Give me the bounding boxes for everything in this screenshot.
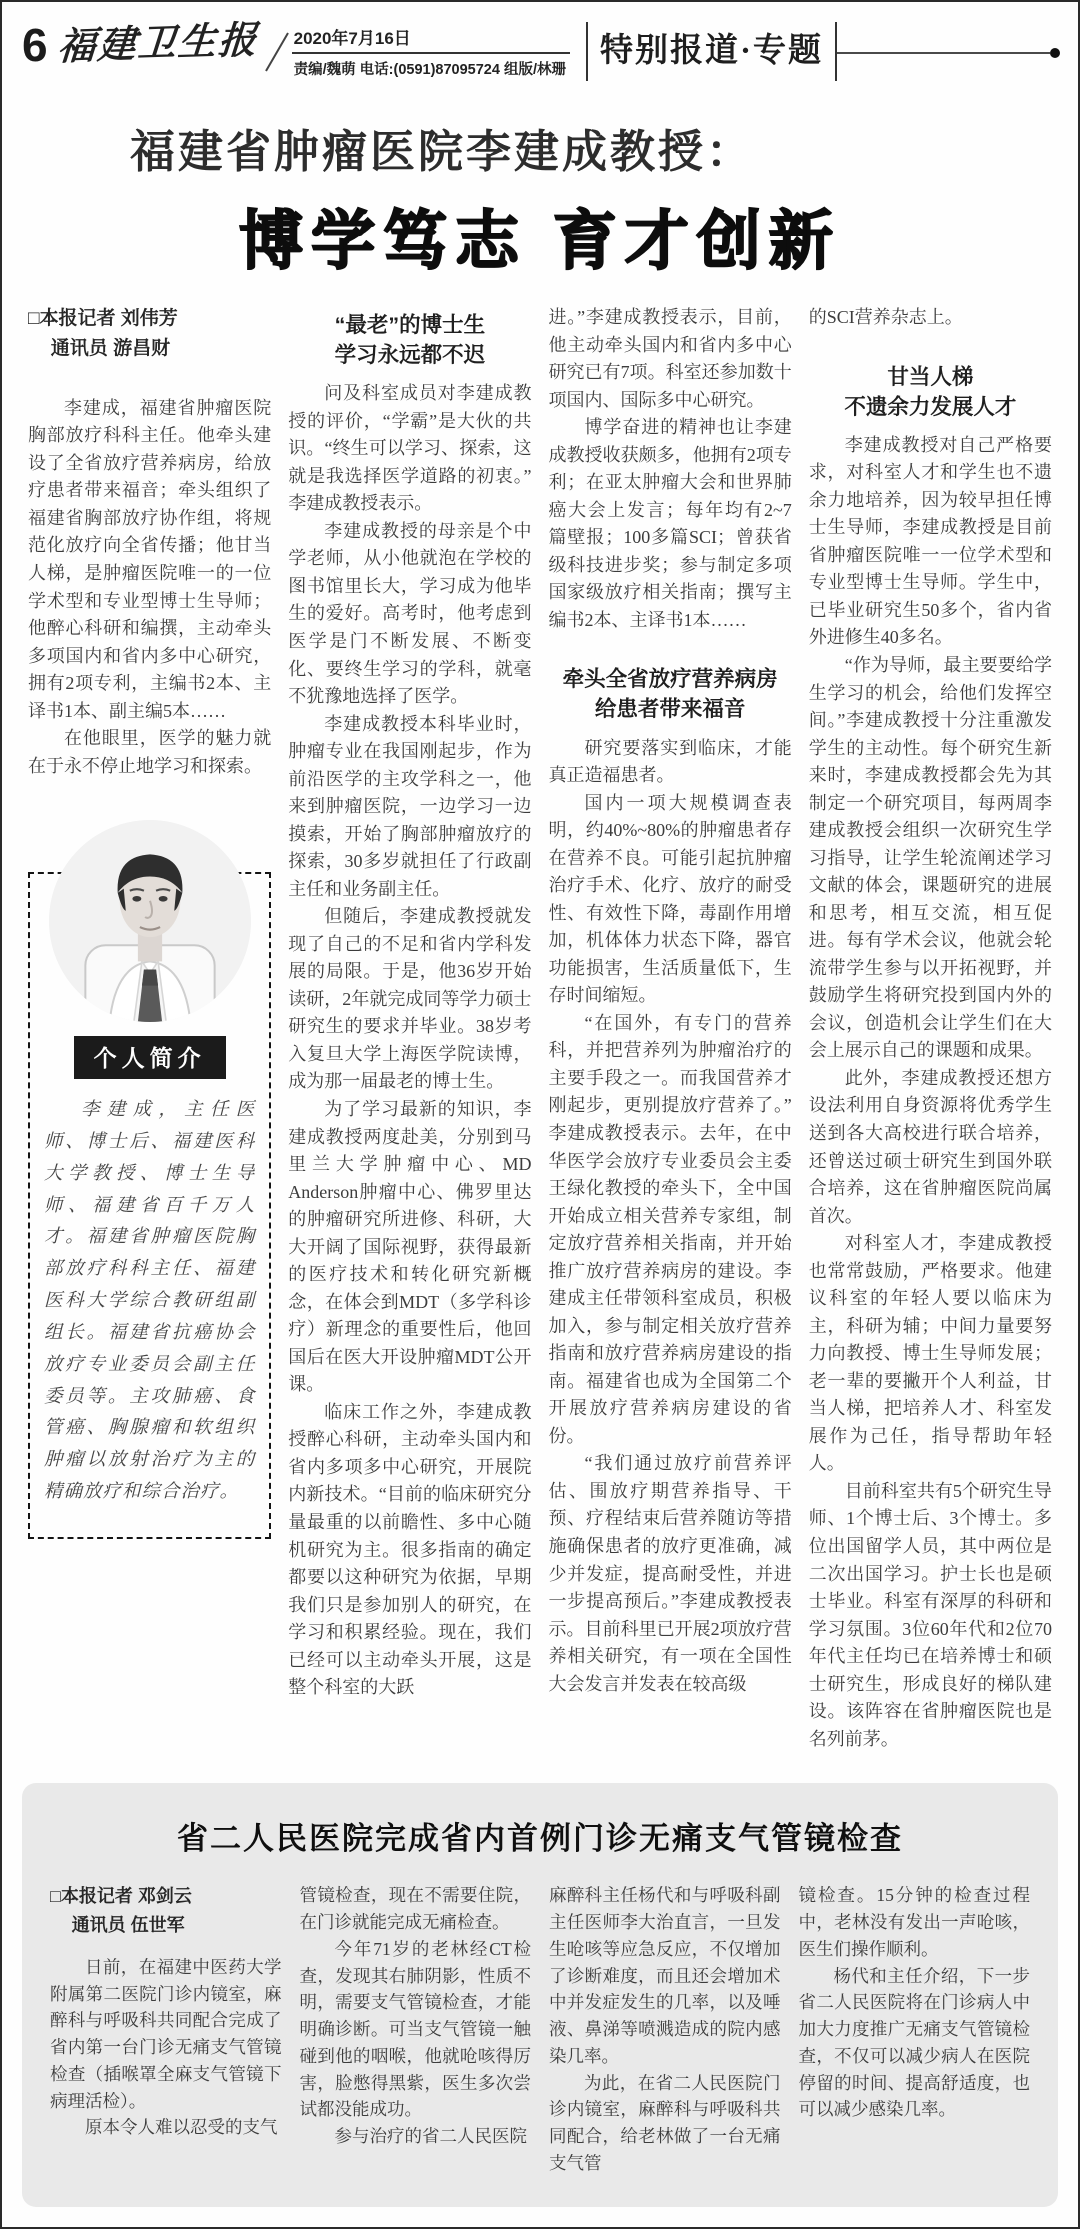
paragraph: 原本令人难以忍受的支气 <box>85 2117 278 2138</box>
bottom-column-3 <box>549 1882 781 2176</box>
publication-date: 2020年7月16日 <box>293 29 411 48</box>
paragraph-continued: 的SCI营养杂志上。 <box>808 307 963 327</box>
profile-label: 个人简介 <box>74 1036 226 1079</box>
paragraph: 目前科室共有5个研究生导师、1个博士后、3个博士。多位出国留学人员，其中两位是二次出国学习。护士长也是硕士毕业。科室有深厚的科研和学习氛围。3位60年代和2位70年代主任均已在培养博士和硕士研究生，形成良好的梯队建设。该阵容在省肿瘤医院也是名列前茅。 <box>808 1480 1052 1749</box>
paragraph: 杨代和主任介绍，下一步省二人民医院将在门诊病人中加大力度推广无痛支气管镜检查，不仅可以减少病人在医院停留的时间、提高舒适度，也可以减少感染几率。 <box>798 1965 1030 2120</box>
paragraph: 李建成教授本科毕业时，肿瘤专业在我国刚起步，作为前沿医学的主攻学科之一，他来到肿瘤医院，一边学习一边摸索，开始了胸部肿瘤放疗的探索，30多岁就担任了行政副主任和业务副主任。 <box>288 713 532 899</box>
subhead-line: 给患者带来福音 <box>594 697 746 722</box>
paragraph: “在国外，有专门的营养科，并把营养列为肿瘤治疗的主要手段之一。而我国营养才刚起步，更别提放疗营养了。”李建成教授表示。去年，在中华医学会放疗专业委员会主委王绿化教授的牵头下，全中国开始成立相关营养专家组，制定放疗营养相关指南，并开始推广放疗营养病房的建设。李建成主任带领科室成员，积极加入，参与制定相关放疗营养指南和放疗营养病房建设的指南。福建省也成为全国第二个开展放疗营养病房建设的省份。 <box>548 1012 792 1446</box>
subhead-line: 甘当人梯 <box>887 364 974 389</box>
subhead-line: 牵头全省放疗营养病房 <box>562 667 778 692</box>
article-columns <box>2 290 1078 1753</box>
byline-correspondent: 通讯员 伍世军 <box>71 1915 185 1936</box>
paragraph: 但随后，李建成教授就发现了自己的不足和省内学科发展的局限。于是，他36岁开始读研，2年就完成同等学力硕士研究生的要求并毕业。38岁考入复旦大学上海医学院读博，成为那一届最老的博士生。 <box>288 906 532 1092</box>
paragraph: 临床工作之外，李建成教授醉心科研，主动牵头国内和省内多项多中心研究，开展院内新技术。“目前的临床研究分量最重的以前瞻性、多中心随机研究为主。很多指南的确定都要以这种研究为依据，早期我们只是参加别人的研究，在学习和积累经验。现在，我们已经可以主动牵头开展，这是整个科室的大跃 <box>288 1401 532 1698</box>
paragraph: 研究要落实到临床，才能真正造福患者。 <box>548 737 792 786</box>
divider-slash <box>265 32 289 71</box>
bottom-column-1 <box>50 1882 282 2176</box>
page-number: 6 <box>22 19 48 71</box>
subhead-line: 不遗余力发展人才 <box>844 394 1017 419</box>
bottom-article <box>22 1783 1058 2206</box>
paragraph: 今年71岁的老林经CT检查，发现其右肺阴影，性质不明，需要支气管镜检查，才能明确诊断。可当支气管镜一触碰到他的咽喉，他就呛咳得厉害，脸憋得黑紫，医生多次尝试都没能成功。 <box>299 1938 531 2120</box>
publication-info <box>292 24 570 79</box>
paragraph: 李建成，福建省肿瘤医院胸部放疗科科主任。他牵头建设了全省放疗营养病房，给放疗患者带来福音；牵头组织了福建省胸部放疗协作组，将规范化放疗向全省传播；他甘当人梯，是肿瘤医院唯一的一位学术型和专业型博士生导师；他醉心科研和编撰，主动牵头多项国内和省内多中心研究，拥有2项专利，主编书2本、主译书1本、副主编5本…… <box>28 397 272 721</box>
paragraph: 日前，在福建中医药大学附属第二医院门诊内镜室，麻醉科与呼吸科共同配合完成了省内第一台门诊无痛支气管镜检查（插喉罩全麻支气管镜下病理活检）。 <box>50 1956 282 2111</box>
paragraph-continued: 麻醉科主任杨代和与呼吸科副主任医师李大治直言，一旦发生呛咳等应急反应，不仅增加了诊断难度，而且还会增加术中并发症发生的几率，以及唾液、鼻涕等喷溅造成的院内感染几率。 <box>549 1885 781 2066</box>
paragraph: 参与治疗的省二人民医院 <box>334 2126 527 2147</box>
page-header <box>2 16 1078 81</box>
bottom-column-4 <box>799 1882 1031 2176</box>
section-title: 特别报道·专题 <box>586 22 837 81</box>
subhead-nutrition-ward <box>549 664 792 724</box>
subhead-line: “最老”的博士生 <box>334 313 486 337</box>
paragraph: 在他眼里，医学的魅力就在于永不停止地学习和探索。 <box>28 728 272 776</box>
masthead-logo: 福建卫生报 <box>55 16 260 69</box>
subhead-oldest-phd <box>288 310 531 370</box>
paragraph: “作为导师，最主要要给学生学习的机会，给他们发挥空间。”李建成教授十分注重激发学生的主动性。每个研究生新来时，李建成教授都会先为其制定一个研究项目，每两周李建成教授会组织一次研究生学习指导，让学生轮流阐述学习文献的体会，课题研究的进展和思考，相互交流，相互促进。每有学术会议，他就会轮流带学生参与以开拓视野，并鼓励学生将研究投到国内外的会议，创造机会让学生们在大会上展示自己的课题和成果。 <box>808 654 1052 1061</box>
subhead-line: 学习永远都不迟 <box>334 343 486 368</box>
byline-reporter: □本报记者 邓剑云 <box>50 1886 192 1907</box>
bottom-columns <box>50 1882 1030 2176</box>
portrait-illustration <box>49 820 251 1022</box>
header-rule <box>837 52 1050 54</box>
column-4 <box>809 304 1052 1753</box>
bullet-dot-icon <box>1050 48 1060 58</box>
paragraph: 对科室人才，李建成教授也常常鼓励，严格要求。他建议科室的年轻人要以临床为主，科研为辅；中间力量要努力向教授、博士生导师发展；老一辈的要撇开个人利益，甘当人梯，把培养人才、科室发展作为己任，指导帮助年轻人。 <box>808 1233 1052 1474</box>
paragraph: 为此，在省二人民医院门诊内镜室，麻醉科与呼吸科共同配合，给老林做了一台无痛支气管 <box>549 2072 781 2173</box>
paragraph: 为了学习最新的知识，李建成教授两度赴美，分别到马里兰大学肿瘤中心、MD Anderson肿瘤中心、佛罗里达的肿瘤研究所进修、科研，大大开阔了国际视野，获得最新的医疗技术和转化研究新概念，在体会到MDT（多学科诊疗）新理念的重要性后，他回国后在医大开设肿瘤MDT公开课。 <box>288 1099 532 1395</box>
paragraph: 李建成教授对自己严格要求，对科室人才和学生也不遗余力地培养，因为较早担任博士生导师，李建成教授是目前省肿瘤医院唯一一位学术型和专业型博士生导师。学生中，已毕业研究生50多个，省内省外进修生40多名。 <box>808 434 1052 648</box>
paragraph: 博学奋进的精神也让李建成教授收获颇多，他拥有2项专利；在亚太肿瘤大会和世界肺癌大会上发言；每年均有2~7篇壁报；100多篇SCI；曾获省级科技进步奖；参与制定多项国家级放疗相关指南；撰写主编书2本、主译书1本…… <box>548 417 792 630</box>
main-article <box>2 115 1078 1753</box>
byline-reporter: □本报记者 刘伟芳 <box>28 308 178 329</box>
professor-photo <box>49 820 251 1022</box>
article-kicker: 福建省肿瘤医院李建成教授： <box>130 127 755 177</box>
subhead-develop-talent <box>809 362 1052 422</box>
bottom-headline: 省二人民医院完成省内首例门诊无痛支气管镜检查 <box>177 1821 903 1857</box>
paragraph: 此外，李建成教授还想方设法利用自身资源将优秀学生送到各大高校进行联合培养，还曾送过硕士研究生到国外联合培养，这在省肿瘤医院尚属首次。 <box>808 1067 1052 1226</box>
column-3 <box>549 304 792 1753</box>
paragraph-continued: 镜检查。15分钟的检查过程中，老林没有发出一声呛咳，医生们操作顺利。 <box>798 1885 1030 1959</box>
byline-correspondent: 通讯员 游昌财 <box>50 338 171 360</box>
article-headline: 博学笃志 育才创新 <box>239 205 841 277</box>
profile-section <box>28 820 271 1539</box>
paragraph: 国内一项大规模调查表明，约40%~80%的肿瘤患者存在营养不良。可能引起抗肿瘤治疗手术、化疗、放疗的耐受性、有效性下降，毒副作用增加，机体体力状态下降，器官功能损害，生活质量低下，生存时间缩短。 <box>548 792 792 1006</box>
paragraph-continued: 管镜检查，现在不需要住院，在门诊就能完成无痛检查。 <box>299 1885 531 1932</box>
column-2 <box>288 304 531 1753</box>
column-1 <box>28 304 271 1753</box>
paragraph: 问及科室成员对李建成教授的评价，“学霸”是大伙的共识。“终生可以学习、探索，这就是我选择医学道路的初衷。”李建成教授表示。 <box>288 383 532 514</box>
paragraph-continued: 进。”李建成教授表示，目前，他主动牵头国内和省内多中心研究已有7项。科室还参加数十项国内、国际多中心研究。 <box>548 307 792 410</box>
bottom-column-2 <box>300 1882 532 2176</box>
paragraph: “我们通过放疗前营养评估、围放疗期营养指导、干预、疗程结束后营养随访等措施确保患者的放疗更准确，减少并发症，提高耐受性，并进一步提高预后。”李建成教授表示。目前科里已开展2项放疗营养相关研究，有一项在全国性大会发言并发表在较高级 <box>548 1453 792 1694</box>
paragraph: 李建成教授的母亲是个中学老师，从小他就泡在学校的图书馆里长大，学习成为他毕生的爱好。高考时，他考虑到医学是门不断发展、不断变化、要终生学习的学科，就毫不犹豫地选择了医学。 <box>288 520 532 707</box>
editors-line: 责编/魏萌 电话:(0591)87095724 组版/林珊 <box>292 52 570 79</box>
profile-text: 李建成，主任医师、博士后、福建医科大学教授、博士生导师、福建省百千万人才。福建省肿瘤医院胸部放疗科科主任、福建医科大学综合教研组副组长。福建省抗癌协会放疗专业委员会副主任委员等。主攻肺癌、食管癌、胸腺瘤和软组织肿瘤以放射治疗为主的精确放疗和综合治疗。 <box>44 1100 256 1502</box>
